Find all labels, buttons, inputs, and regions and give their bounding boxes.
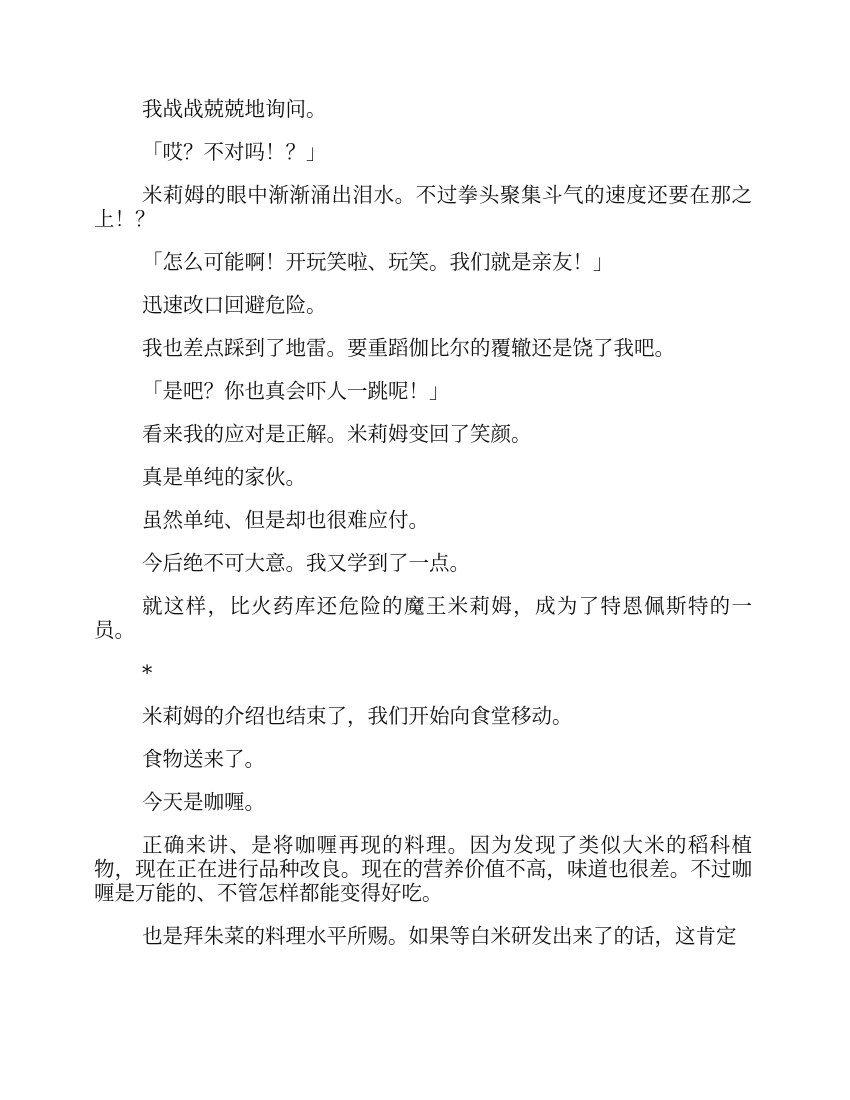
paragraph: 米莉姆的介绍也结束了，我们开始向食堂移动。	[142, 704, 573, 728]
paragraph: 也是拜朱菜的料理水平所赐。如果等白米研发出来了的话，这肯定	[142, 924, 737, 948]
paragraph: 我也差点踩到了地雷。要重蹈伽比尔的覆辙还是饶了我吧。	[142, 336, 675, 360]
paragraph: 看来我的应对是正解。米莉姆变回了笑颜。	[142, 422, 532, 446]
paragraph: 真是单纯的家伙。	[142, 465, 306, 489]
document-page	[94, 97, 752, 967]
paragraph: 今天是咖喱。	[142, 790, 265, 814]
paragraph: 就这样，比火药库还危险的魔王米莉姆，成为了特恩佩斯特的一员。	[94, 594, 752, 642]
paragraph: 「怎么可能啊！开玩笑啦、玩笑。我们就是亲友！」	[142, 250, 614, 274]
paragraph: 米莉姆的眼中渐渐涌出泪水。不过拳头聚集斗气的速度还要在那之上！？	[94, 183, 752, 231]
paragraph: 「是吧？你也真会吓人一跳呢！」	[142, 379, 450, 403]
paragraph: 食物送来了。	[142, 747, 265, 771]
paragraph: 我战战兢兢地询问。	[142, 97, 327, 121]
paragraph: 正确来讲、是将咖喱再现的料理。因为发现了类似大米的稻科植物，现在正在进行品种改良。现在的营养价值不高，味道也很差。不过咖喱是万能的、不管怎样都能变得好吃。	[94, 833, 752, 905]
paragraph: 今后绝不可大意。我又学到了一点。	[142, 551, 470, 575]
section-break: *	[142, 661, 153, 685]
paragraph: 「哎？不对吗！？」	[142, 140, 327, 164]
paragraph: 迅速改口回避危险。	[142, 293, 327, 317]
paragraph: 虽然单纯、但是却也很难应付。	[142, 508, 429, 532]
